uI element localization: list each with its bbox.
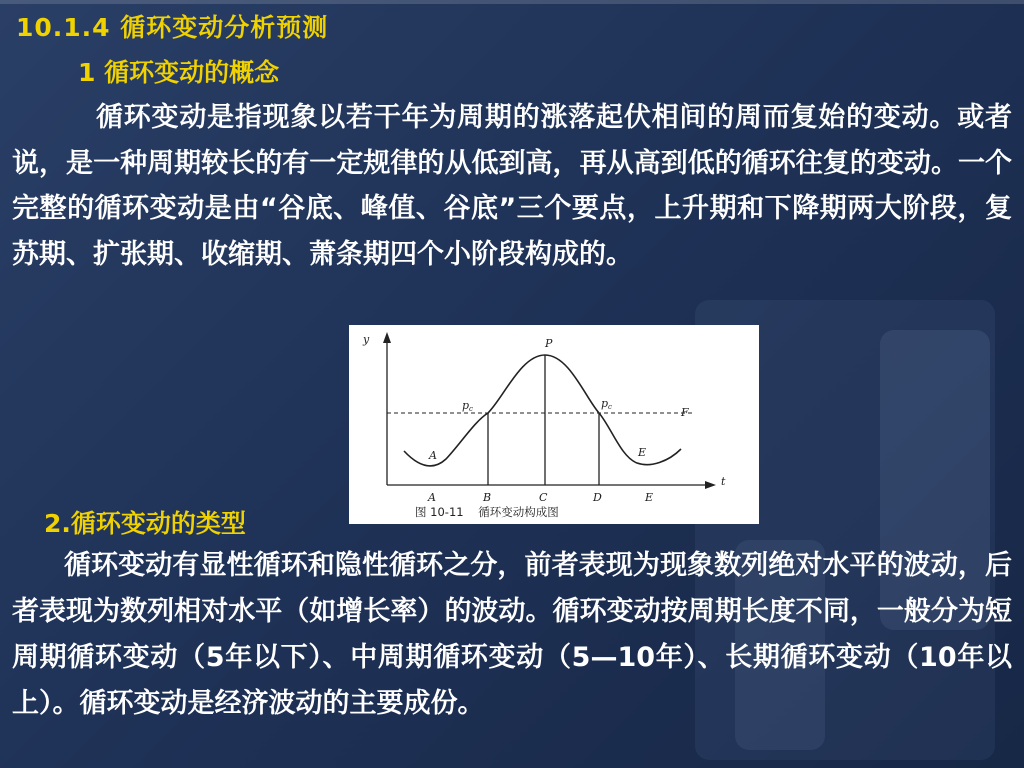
- top-highlight: [0, 0, 1024, 4]
- pc-left-label: pc: [462, 399, 473, 413]
- x-tick-a: A: [428, 491, 436, 504]
- y-axis-arrow: [383, 332, 391, 343]
- types-heading: 2.循环变动的类型: [44, 509, 246, 538]
- x-tick-c: C: [539, 491, 548, 504]
- pc-right-label: pc: [601, 397, 612, 411]
- x-tick-e: E: [645, 491, 654, 504]
- concept-paragraph: 循环变动是指现象以若干年为周期的涨落起伏相间的周而复始的变动。或者说，是一种周期较长的有一定规律的从低到高，再从高到低的循环往复的变动。一个完整的循环变动是由“谷底、峰值、谷底”三个要点，上升期和下降期两大阶段，复苏期、扩张期、收缩期、萧条期四个小阶段构成的。: [12, 102, 1012, 270]
- figure-caption: 图 10-11 循环变动构成图: [415, 505, 559, 519]
- axis-y-label: y: [363, 333, 370, 346]
- peak-label: P: [545, 337, 553, 350]
- trough-right-label: E: [638, 446, 647, 459]
- cycle-diagram: [349, 325, 759, 524]
- axis-t-label: t: [721, 475, 726, 488]
- x-tick-b: B: [483, 491, 492, 504]
- trough-left-label: A: [429, 449, 437, 462]
- t-axis-arrow: [705, 481, 716, 489]
- f-label: F: [681, 406, 689, 419]
- section-title: 10.1.4 循环变动分析预测: [16, 13, 329, 42]
- types-paragraph: 循环变动有显性循环和隐性循环之分，前者表现为现象数列绝对水平的波动，后者表现为数列相对水平（如增长率）的波动。循环变动按周期长度不同，一般分为短周期循环变动（5年以下）、中周期循环变动（5—10年）、长期循环变动（10年以上）。循环变动是经济波动的主要成份。: [12, 550, 1012, 719]
- concept-heading: 1 循环变动的概念: [78, 58, 280, 87]
- x-tick-d: D: [593, 491, 602, 504]
